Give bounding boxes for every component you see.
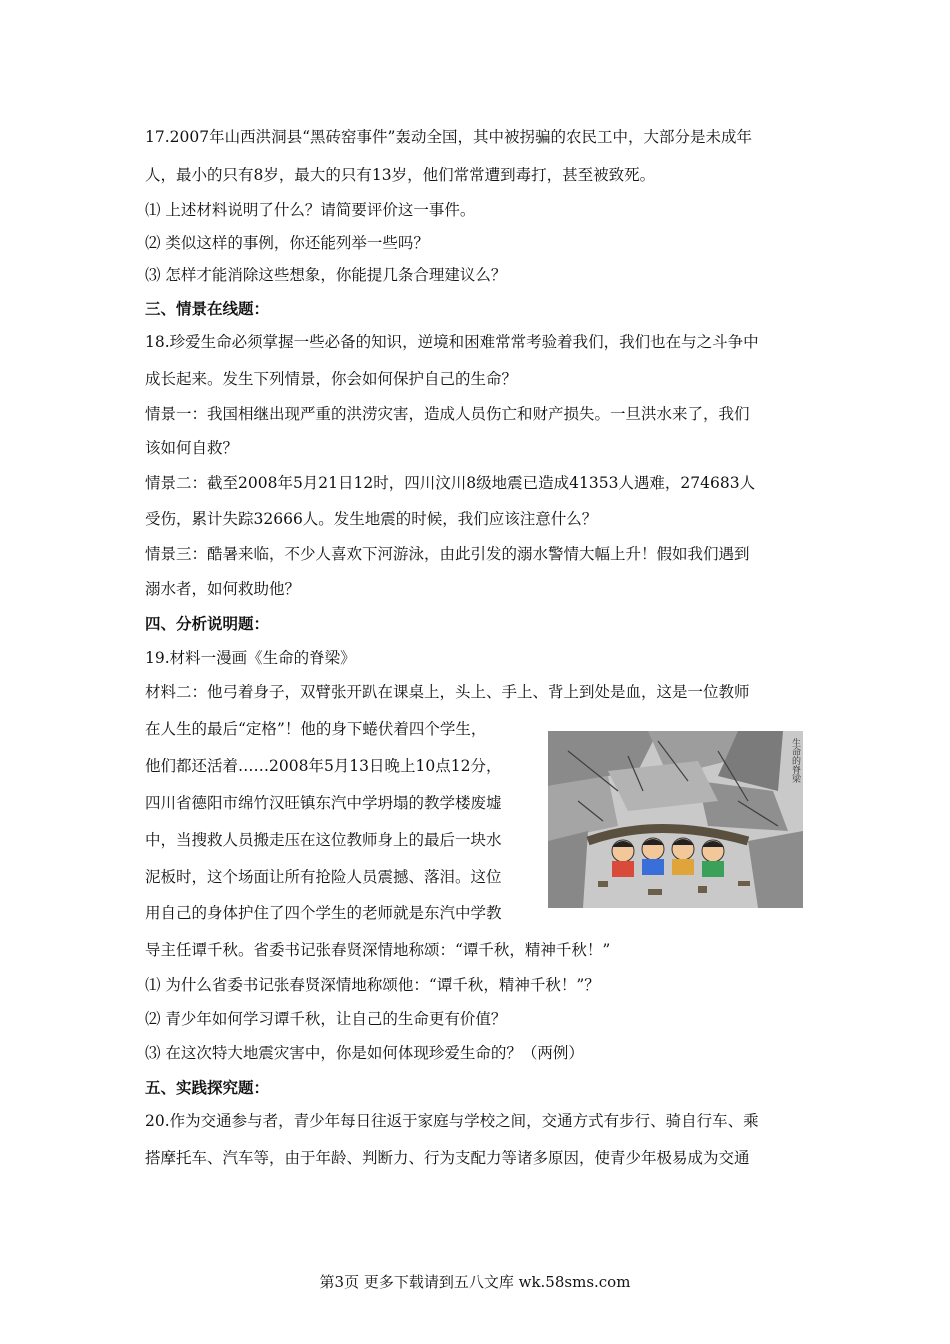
section-3-heading: 三、情景在线题： [145, 299, 270, 318]
q19-line-1: 19.材料一漫画《生命的脊梁》 [145, 649, 356, 667]
section-5-heading: 五、实践探究题： [145, 1078, 270, 1097]
cartoon-caption: 生命的脊梁 [790, 738, 800, 783]
q17-sub-1: ⑴ 上述材料说明了什么？请简要评价这一事件。 [145, 201, 476, 219]
q19-material-2-line-8: 导主任谭千秋。省委书记张春贤深情地称颂：“谭千秋，精神千秋！” [145, 941, 611, 959]
q18-line-2: 成长起来。发生下列情景，你会如何保护自己的生命？ [145, 370, 518, 388]
q20-line-2: 搭摩托车、汽车等，由于年龄、判断力、行为支配力等诸多原因，使青少年极易成为交通 [145, 1149, 750, 1167]
q19-sub-2: ⑵ 青少年如何学习谭千秋，让自己的生命更有价值？ [145, 1010, 507, 1028]
q19-material-2-line-2: 在人生的最后“定格”！他的身下蜷伏着四个学生， [145, 720, 487, 738]
q19-material-2-line-7: 用自己的身体护住了四个学生的老师就是东汽中学教 [145, 904, 502, 922]
section-4-heading: 四、分析说明题： [145, 614, 270, 633]
q18-scenario-3b: 溺水者，如何救助他？ [145, 580, 301, 598]
q20-line-1: 20.作为交通参与者，青少年每日往返于家庭与学校之间，交通方式有步行、骑自行车、乘 [145, 1112, 759, 1130]
page-footer: 第3页 更多下载请到五八文库 wk.58sms.com [319, 1273, 631, 1291]
q17-line-2: 人，最小的只有8岁，最大的只有13岁，他们常常遭到毒打，甚至被致死。 [145, 166, 656, 184]
q19-material-2-line-5: 中，当搜救人员搬走压在这位教师身上的最后一块水 [145, 831, 502, 849]
q18-scenario-3a: 情景三：酷暑来临，不少人喜欢下河游泳，由此引发的溺水警情大幅上升！假如我们遇到 [145, 545, 750, 563]
cartoon-image [548, 731, 803, 908]
q17-sub-3: ⑶ 怎样才能消除这些想象，你能提几条合理建议么？ [145, 266, 507, 284]
q19-sub-1: ⑴ 为什么省委书记张春贤深情地称颂他：“谭千秋，精神千秋！”？ [145, 976, 600, 994]
q19-material-2-line-6: 泥板时，这个场面让所有抢险人员震撼、落泪。这位 [145, 868, 502, 886]
q19-material-2-line-4: 四川省德阳市绵竹汉旺镇东汽中学坍塌的教学楼废墟 [145, 794, 502, 812]
q19-sub-3: ⑶ 在这次特大地震灾害中，你是如何体现珍爱生命的？（两例） [145, 1044, 584, 1062]
q17-sub-2: ⑵ 类似这样的事例，你还能列举一些吗？ [145, 234, 429, 252]
q18-scenario-1a: 情景一：我国相继出现严重的洪涝灾害，造成人员伤亡和财产损失。一旦洪水来了，我们 [145, 405, 750, 423]
q19-material-2-line-3: 他们都还活着……2008年5月13日晚上10点12分， [145, 757, 502, 775]
q18-scenario-2b: 受伤，累计失踪32666人。发生地震的时候，我们应该注意什么？ [145, 510, 598, 528]
q19-material-2-line-1: 材料二：他弓着身子，双臂张开趴在课桌上，头上、手上、背上到处是血，这是一位教师 [145, 683, 750, 701]
q17-line-1: 17.2007年山西洪洞县“黑砖窑事件”轰动全国，其中被拐骗的农民工中，大部分是未成年 [145, 128, 752, 146]
q18-line-1: 18.珍爱生命必须掌握一些必备的知识，逆境和困难常常考验着我们，我们也在与之斗争中 [145, 333, 759, 351]
q18-scenario-1b: 该如何自救？ [145, 439, 239, 457]
q18-scenario-2a: 情景二：截至2008年5月21日12时，四川汶川8级地震已造成41353人遇难，274683人 [145, 474, 756, 492]
